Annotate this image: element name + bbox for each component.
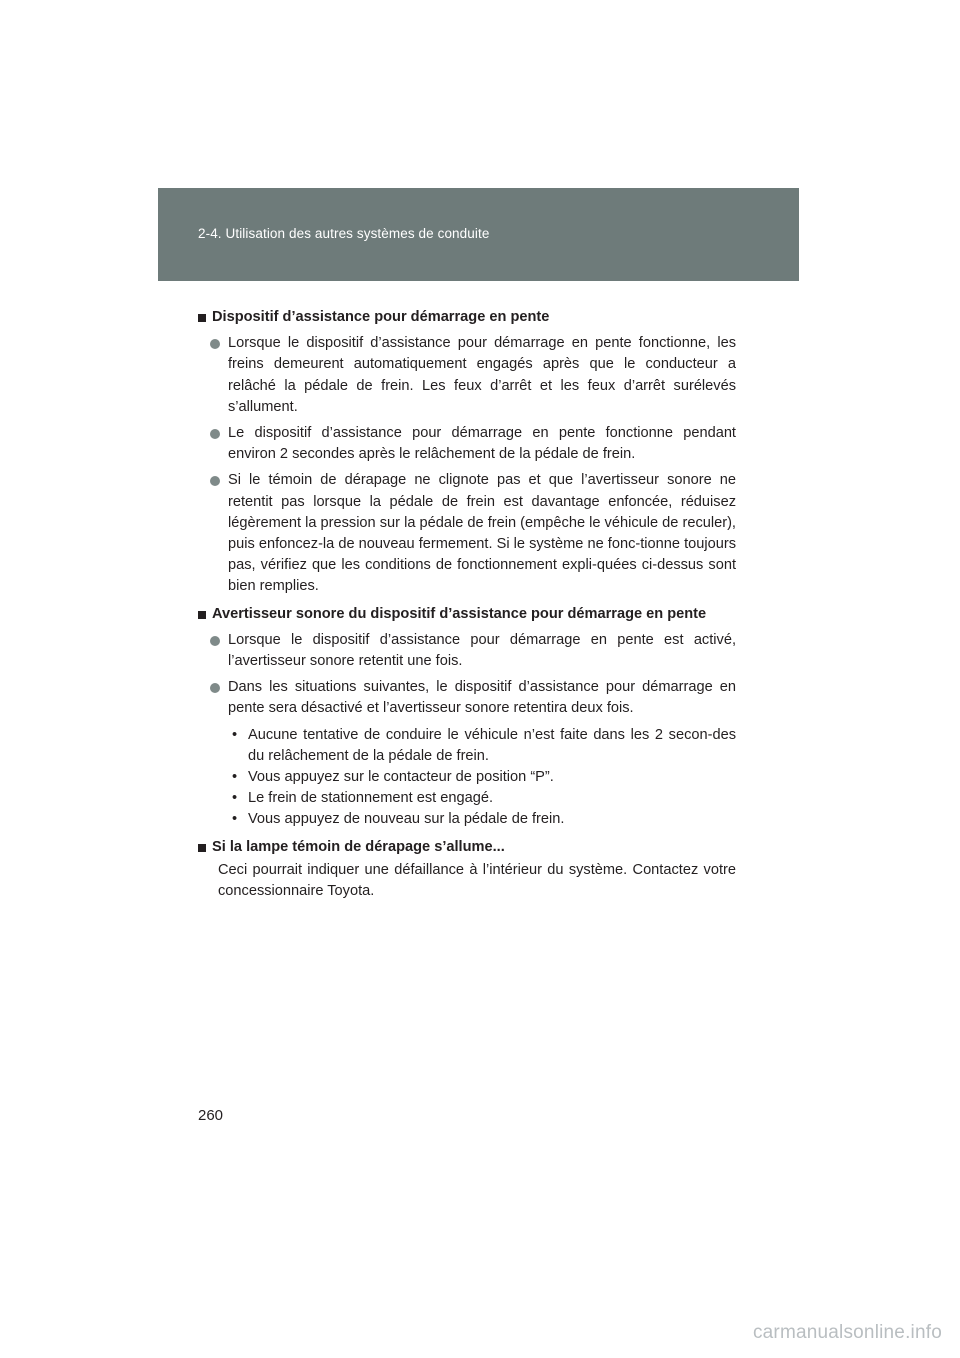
sub-list-item <box>230 788 736 809</box>
list-item-text: Lorsque le dispositif d’assistance pour démarrage en pente fonctionne, les freins demeurent automatiquement engagés après que le conducteur a relâché la pédale de frein. Les feux d’arrêt et les feux d’arrêt surélevés s’allument. <box>228 335 736 415</box>
sub-list-item-text: Vous appuyez sur le contacteur de position “P”. <box>248 769 554 786</box>
circle-bullet-icon <box>210 636 220 646</box>
watermark-logo: carmanualsonline.info <box>752 1322 942 1343</box>
section-title-text: Si la lampe témoin de dérapage s’allume... <box>212 838 505 855</box>
sub-list-item <box>230 809 736 830</box>
list-item <box>210 423 736 465</box>
list-item-text: Si le témoin de dérapage ne clignote pas et que l’avertisseur sonore ne retentit pas lorsque la pédale de frein est davantage enfoncée, réduisez légèrement la pression sur la pédale de frein (empêche le véhicule de reculer), puis enfoncez-la de nouveau fermement. Si le système ne fonc-tionne toujours pas, vérifiez que les conditions de fonctionnement expli-quées ci-dessus sont bien remplies. <box>228 472 736 595</box>
sub-list-item <box>230 767 736 788</box>
square-bullet-icon <box>198 611 206 619</box>
circle-bullet-icon <box>210 683 220 693</box>
section-title-slip-indicator <box>198 837 736 858</box>
list-item-text: Dans les situations suivantes, le dispositif d’assistance pour démarrage en pente sera désactivé et l’avertisseur sonore retentira deux fois. <box>228 679 736 717</box>
sub-list-item-text: Aucune tentative de conduire le véhicule n’est faite dans les 2 secon-des du relâchement de la pédale de frein. <box>248 726 736 764</box>
sub-list <box>198 725 736 831</box>
dot-bullet-icon: • <box>232 790 238 807</box>
sub-list-item-text: Le frein de stationnement est engagé. <box>248 790 494 807</box>
square-bullet-icon <box>198 844 206 852</box>
section-title-hill-start-assist <box>198 307 736 328</box>
list-item <box>210 630 736 672</box>
list-item-text: Le dispositif d’assistance pour démarrage en pente fonctionne pendant environ 2 secondes après le relâchement de la pédale de frein. <box>228 425 736 463</box>
dot-bullet-icon: • <box>232 811 238 828</box>
sub-list-item <box>230 725 736 767</box>
sub-list-item-text: Vous appuyez de nouveau sur la pédale de frein. <box>248 811 565 828</box>
page-content <box>198 306 736 902</box>
circle-bullet-icon <box>210 429 220 439</box>
section-title-buzzer <box>198 604 736 625</box>
circle-bullet-icon <box>210 339 220 349</box>
circle-bullet-icon <box>210 476 220 486</box>
list-item-text: Lorsque le dispositif d’assistance pour démarrage en pente est activé, l’avertisseur sonore retentit une fois. <box>228 631 736 670</box>
square-bullet-icon <box>198 314 206 322</box>
paragraph: Ceci pourrait indiquer une défaillance à l’intérieur du système. Contactez votre concessionnaire Toyota. <box>218 861 736 900</box>
section-title-text: Avertisseur sonore du dispositif d’assistance pour démarrage en pente <box>212 605 707 622</box>
section-header-title: 2-4. Utilisation des autres systèmes de conduite <box>198 226 490 241</box>
dot-bullet-icon: • <box>232 769 238 786</box>
list-item <box>210 677 736 719</box>
section-title-text: Dispositif d’assistance pour démarrage en pente <box>212 309 550 325</box>
section-header-band <box>158 188 799 281</box>
dot-bullet-icon: • <box>232 726 238 743</box>
page-number: 260 <box>198 1107 224 1124</box>
list-item <box>210 333 736 418</box>
list-item <box>210 470 736 597</box>
